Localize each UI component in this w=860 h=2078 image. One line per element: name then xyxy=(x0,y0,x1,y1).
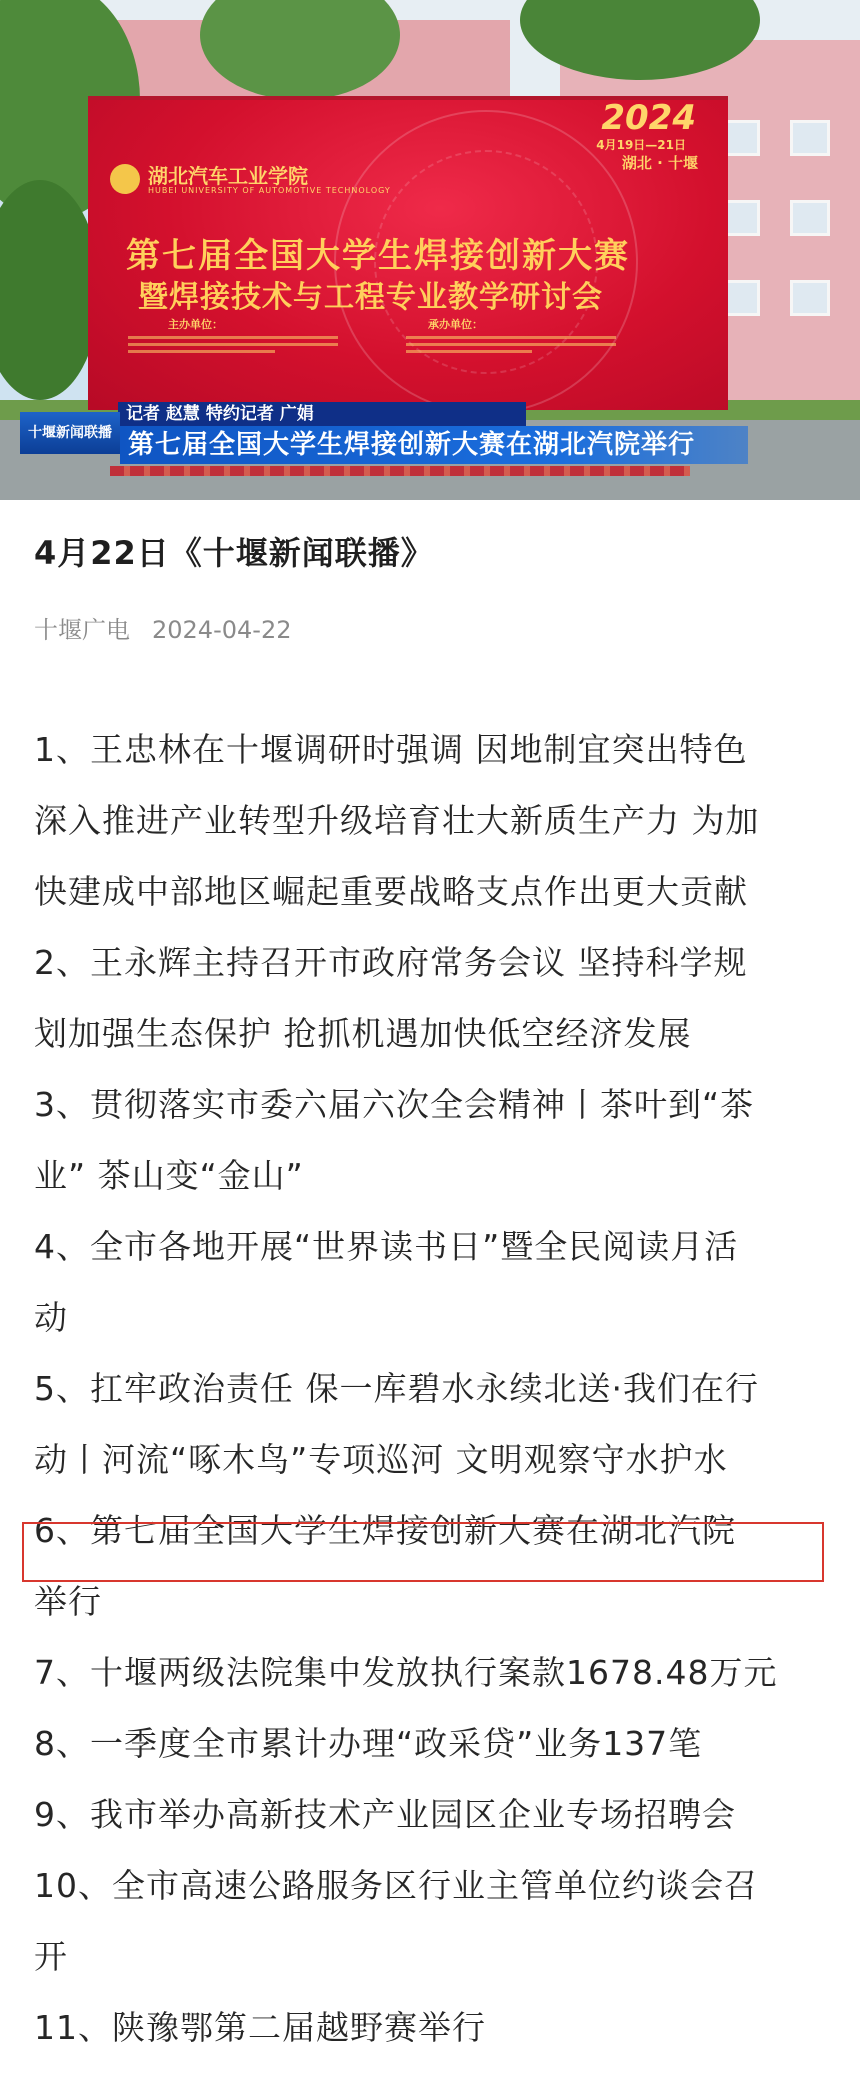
tree xyxy=(0,180,100,400)
list-item: 9、我市举办高新技术产业园区企业专场招聘会 xyxy=(34,1795,736,1834)
caption-headline: 第七届全国大学生焊接创新大赛在湖北汽院举行 xyxy=(120,426,748,464)
list-item: 10、全市高速公路服务区行业主管单位约谈会召 xyxy=(34,1866,758,1905)
highlight-box xyxy=(22,1522,824,1582)
list-item: 动丨河流“啄木鸟”专项巡河 文明观察守水护水 xyxy=(34,1440,728,1479)
banner-year: 2024 xyxy=(601,98,696,138)
article-title: 4月22日《十堰新闻联播》 xyxy=(34,534,434,572)
article-source[interactable]: 十堰广电 xyxy=(34,616,130,644)
banner-school-name-en: HUBEI UNIVERSITY OF AUTOMOTIVE TECHNOLOGY xyxy=(148,186,391,195)
list-item: 业” 茶山变“金山” xyxy=(34,1156,304,1195)
list-item: 2、王永辉主持召开市政府常务会议 坚持科学规 xyxy=(34,943,748,982)
caption-decoration xyxy=(110,466,690,476)
hero-photo xyxy=(0,0,860,500)
article-date: 2024-04-22 xyxy=(152,616,292,644)
caption-reporters: 记者 赵慧 特约记者 广娟 xyxy=(118,402,526,426)
news-item-list xyxy=(34,714,834,2063)
list-item: 4、全市各地开展“世界读书日”暨全民阅读月活 xyxy=(34,1227,739,1266)
banner-date-range: 4月19日—21日 xyxy=(596,138,686,152)
list-item: 举行 xyxy=(34,1582,102,1621)
list-item-highlighted: 6、第七届全国大学生焊接创新大赛在湖北汽院 xyxy=(34,1511,736,1550)
banner-school-name: 湖北汽车工业学院 xyxy=(148,164,308,188)
caption-show-name: 十堰新闻联播 xyxy=(20,412,120,454)
list-item: 7、十堰两级法院集中发放执行案款1678.48万元 xyxy=(34,1653,778,1692)
banner-host-label: 承办单位： xyxy=(428,318,483,331)
banner-title-line2: 暨焊接技术与工程专业教学研讨会 xyxy=(138,280,603,315)
list-item: 11、陕豫鄂第二届越野赛举行 xyxy=(34,2008,486,2047)
list-item: 深入推进产业转型升级培育壮大新质生产力 为加 xyxy=(34,801,760,840)
banner-location: 湖北 · 十堰 xyxy=(621,154,698,172)
banner-host-list xyxy=(406,332,616,366)
list-item: 5、扛牢政治责任 保一库碧水永续北送·我们在行 xyxy=(34,1369,759,1408)
article-meta xyxy=(34,610,291,645)
event-banner xyxy=(88,96,728,410)
banner-organizer-label: 主办单位： xyxy=(168,318,223,331)
school-logo-icon xyxy=(110,164,140,194)
list-item: 快建成中部地区崛起重要战略支点作出更大贡献 xyxy=(34,872,748,911)
list-item: 开 xyxy=(34,1937,68,1976)
list-item: 1、王忠林在十堰调研时强调 因地制宜突出特色 xyxy=(34,730,748,769)
list-item: 划加强生态保护 抢抓机遇加快低空经济发展 xyxy=(34,1014,692,1053)
list-item: 动 xyxy=(34,1298,68,1337)
banner-title-line1: 第七届全国大学生焊接创新大赛 xyxy=(126,236,630,276)
list-item: 8、一季度全市累计办理“政采贷”业务137笔 xyxy=(34,1724,703,1763)
banner-organizer-list xyxy=(128,332,338,366)
list-item: 3、贯彻落实市委六届六次全会精神丨茶叶到“茶 xyxy=(34,1085,755,1124)
